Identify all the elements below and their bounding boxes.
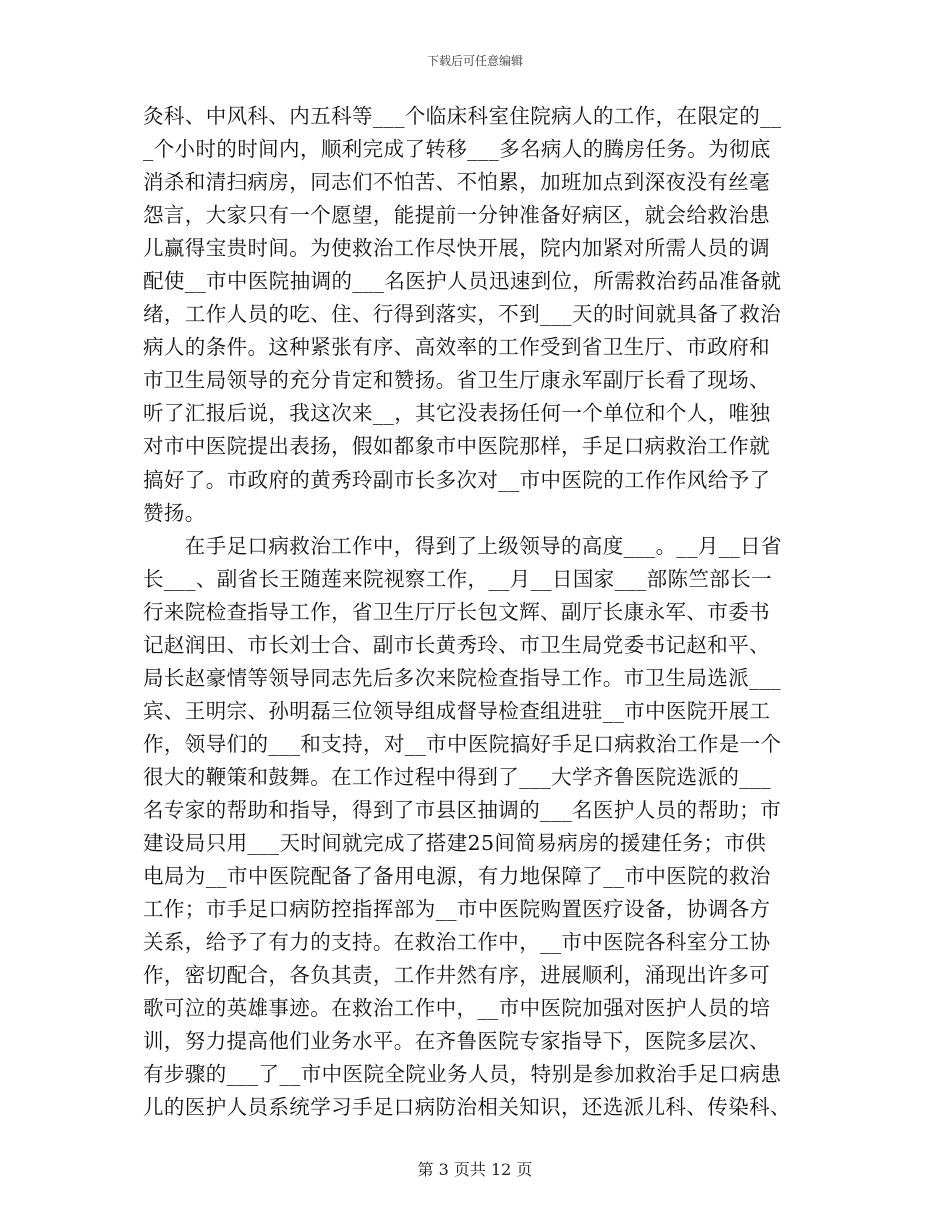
text-line: 训，努力提高他们业务水平。在齐鲁医院专家指导下，医院多层次、 <box>143 1029 770 1054</box>
text-line: 听了汇报后说，我这次来__，其它没表扬任何一个单位和个人，唯独 <box>143 401 771 426</box>
page-header: 下载后可任意编辑 <box>426 54 523 68</box>
text-line: 局长赵豪情等领导同志先后多次来院检查指导工作。市卫生局选派___ <box>143 665 782 690</box>
text-line: 配使__市中医院抽调的___名医护人员迅速到位，所需救治药品准备就 <box>143 269 782 294</box>
document-body <box>143 100 803 1124</box>
text-line: 名专家的帮助和指导，得到了市县区抽调的___名医护人员的帮助；市 <box>143 797 782 822</box>
text-line: 消杀和清扫病房，同志们不怕苦、不怕累，加班加点到深夜没有丝毫 <box>143 170 770 195</box>
text-line: 行来院检查指导工作，省卫生厅厅长包文辉、副厅长康永军、市委书 <box>143 599 770 624</box>
text-line: 电局为__市中医院配备了备用电源，有力地保障了__市中医院的救治 <box>143 864 771 889</box>
text-line: 关系，给予了有力的支持。在救治工作中，__市中医院各科室分工协 <box>143 930 771 955</box>
text-line: 绪，工作人员的吃、住、行得到落实，不到___天的时间就具备了救治 <box>143 302 782 327</box>
text-line: 儿赢得宝贵时间。为使救治工作尽快开展，院内加紧对所需人员的调 <box>143 236 770 261</box>
text-line: 病人的条件。这种紧张有序、高效率的工作受到省卫生厅、市政府和 <box>143 335 770 360</box>
text-line: 记赵润田、市长刘士合、副市长黄秀玲、市卫生局党委书记赵和平、 <box>143 632 770 657</box>
text-line: 对市中医院提出表扬，假如都象市中医院那样，手足口病救治工作就 <box>143 434 770 459</box>
text-line: 长___、副省长王随莲来院视察工作，__月__日国家___部陈竺部长一 <box>143 566 772 591</box>
text-line: 赞扬。 <box>143 500 206 525</box>
text-line: 作，领导们的___和支持，对__市中医院搞好手足口病救治工作是一个 <box>143 731 782 756</box>
text-line: 作，密切配合，各负其责，工作井然有序，进展顺利，涌现出许多可 <box>143 963 770 988</box>
text-line: 歌可泣的英雄事迹。在救治工作中，__市中医院加强对医护人员的培 <box>143 996 771 1021</box>
text-line: 怨言，大家只有一个愿望，能提前一分钟准备好病区，就会给救治患 <box>143 203 770 228</box>
text-line: 在手足口病救治工作中，得到了上级领导的高度___。__月__日省 <box>143 533 782 558</box>
page-footer: 第 3 页共 12 页 <box>417 1160 533 1179</box>
text-line: 市卫生局领导的充分肯定和赞扬。省卫生厅康永军副厅长看了现场、 <box>143 368 770 393</box>
text-line: 有步骤的___了__市中医院全院业务人员，特别是参加救治手足口病患 <box>143 1062 782 1087</box>
text-line: 宾、王明宗、孙明磊三位领导组成督导检查组进驻__市中医院开展工 <box>143 698 771 723</box>
text-line: 搞好了。市政府的黄秀玲副市长多次对__市中医院的工作作风给予了 <box>143 467 771 492</box>
text-line: 建设局只用___天时间就完成了搭建25间简易病房的援建任务；市供 <box>143 831 767 856</box>
text-line: 很大的鞭策和鼓舞。在工作过程中得到了___大学齐鲁医院选派的___ <box>143 764 772 789</box>
text-line: 灸科、中风科、内五科等___个临床科室住院病人的工作，在限定的__ <box>143 104 782 128</box>
text-line: _个小时的时间内，顺利完成了转移___多名病人的腾房任务。为彻底 <box>143 137 771 162</box>
text-line: 儿的医护人员系统学习手足口病防治相关知识，还选派儿科、传染科、 <box>143 1095 791 1120</box>
text-line: 工作；市手足口病防控指挥部为__市中医院购置医疗设备，协调各方 <box>143 897 771 922</box>
